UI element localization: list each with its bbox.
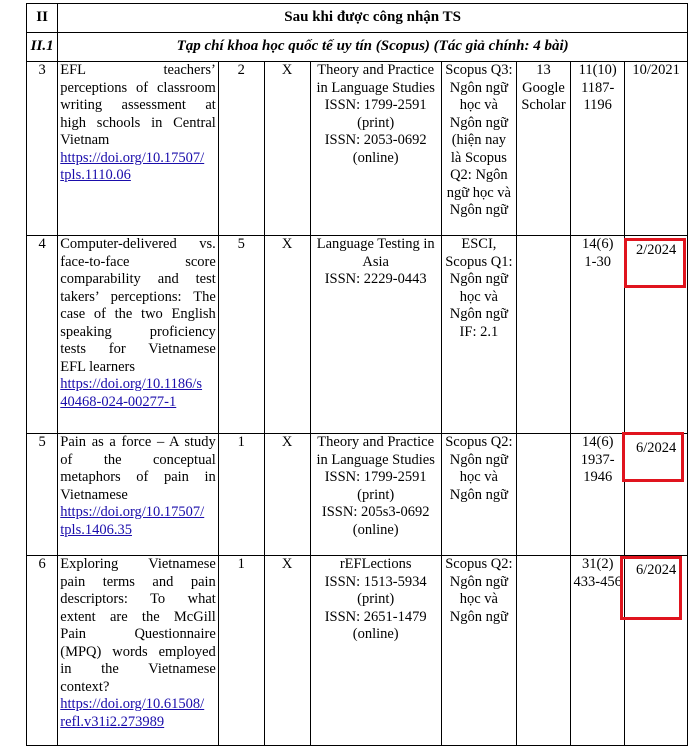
index-line: Ngôn ngữ (449, 486, 508, 503)
index-line: là Scopus (450, 149, 507, 166)
table-row (27, 236, 688, 434)
citations-line: Scholar (521, 97, 566, 113)
article-title-line: (MPQ) words employed (60, 643, 216, 660)
section-title: Sau khi được công nhận TS (58, 4, 688, 33)
doi-link-line[interactable]: refl.v31i2.273989 (60, 713, 165, 730)
index-cell (441, 236, 516, 434)
publication-table (26, 3, 688, 746)
doi-link[interactable] (60, 504, 216, 539)
author-count: 2 (218, 62, 264, 236)
index-line: Scopus Q2: (445, 556, 513, 572)
main-author-mark: X (264, 434, 310, 556)
highlight-box (624, 238, 686, 288)
journal-line: Asia (362, 253, 389, 270)
index-line: Ngôn ngữ (449, 573, 508, 590)
journal-line: (online) (352, 626, 399, 642)
index-line: học và (459, 288, 498, 305)
doi-link-line[interactable]: tpls.1406.35 (60, 521, 132, 538)
article-title-line: writing assessment at (60, 97, 216, 113)
journal-line: (print) (357, 114, 395, 131)
journal-cell (310, 236, 441, 434)
article-title-line: EFL learners (60, 358, 136, 375)
journal-line: Theory and Practice (317, 434, 435, 450)
index-line: (hiện nay (451, 132, 507, 148)
journal-line: in Language Studies (316, 451, 435, 468)
main-author-mark: X (264, 62, 310, 236)
table-row (27, 556, 688, 746)
journal-line: ISSN: 2053-0692 (324, 132, 427, 148)
section-number: II (27, 4, 58, 33)
publication-date: 10/2021 (625, 62, 688, 236)
article-title-line: comparability and test (60, 271, 216, 287)
volume-pages-cell (571, 434, 625, 556)
index-line: ESCI, (461, 236, 497, 252)
volume-pages-cell (571, 556, 625, 746)
article-title-line: Pain as a force – A study (60, 434, 216, 450)
doi-link-line[interactable]: https://doi.org/10.61508/ (60, 696, 205, 712)
index-cell (441, 556, 516, 746)
article-title-line: EFL teachers’ (60, 62, 216, 78)
publication-date: 6/2024 (625, 434, 688, 556)
article-cell (58, 236, 219, 434)
volume-line: 1196 (583, 97, 612, 113)
section-header-row (27, 4, 688, 33)
table-body (27, 62, 688, 746)
index-cell (441, 434, 516, 556)
doi-link-line[interactable]: https://doi.org/10.17507/ (60, 504, 205, 520)
index-line: học và (459, 591, 498, 607)
volume-pages-cell (571, 62, 625, 236)
index-cell (441, 62, 516, 236)
subsection-number: II.1 (27, 33, 58, 62)
article-title-line: of the conceptual (60, 451, 216, 468)
article-cell (58, 556, 219, 746)
journal-line: (print) (357, 486, 395, 503)
volume-line: 1187- (581, 79, 615, 96)
subsection-title: Tạp chí khoa học quốc tế uy tín (Scopus) (Tác giả chính: 4 bài) (58, 33, 688, 62)
journal-line: Theory and Practice (317, 62, 435, 78)
citations-cell (516, 62, 570, 236)
journal-line: (online) (352, 149, 399, 166)
index-line: Scopus Q2: (445, 434, 513, 450)
volume-line: 14(6) (582, 236, 614, 252)
main-author-mark: X (264, 236, 310, 434)
index-line: Scopus Q1: (445, 253, 513, 270)
volume-line: 14(6) (582, 434, 614, 450)
row-number: 3 (27, 62, 58, 236)
article-title-line: Computer-delivered vs. (60, 236, 216, 252)
volume-line: 1946 (583, 469, 613, 485)
volume-pages-cell (571, 236, 625, 434)
highlight-box (622, 432, 684, 482)
main-author-mark: X (264, 556, 310, 746)
author-count: 5 (218, 236, 264, 434)
doi-link-line[interactable]: https://doi.org/10.1186/s (60, 376, 203, 392)
journal-line: in Language Studies (316, 79, 435, 96)
doi-link[interactable] (60, 150, 216, 185)
article-title-line: metaphors of pain in (60, 469, 216, 485)
citations-line: Google (522, 79, 565, 96)
index-line: Ngôn ngữ (449, 451, 508, 468)
article-title-line: case of the two English (60, 306, 216, 322)
journal-cell (310, 62, 441, 236)
citations-cell (516, 556, 570, 746)
index-line: Q2: Ngôn (450, 167, 508, 183)
journal-line: rEFLections (339, 556, 412, 572)
volume-line: 31(2) (582, 556, 614, 572)
index-line: Ngôn ngữ (449, 202, 508, 218)
publication-date: 6/2024 (625, 556, 688, 746)
volume-line: 433-456 (573, 573, 622, 590)
index-line: học và (459, 97, 498, 113)
article-title-line: Vietnamese (60, 486, 128, 503)
index-line: IF: 2.1 (459, 323, 499, 340)
doi-link-line[interactable]: 40468-024-00277-1 (60, 393, 177, 410)
journal-line: ISSN: 1799-2591 (324, 97, 427, 113)
article-title-line: face-to-face score (60, 253, 216, 270)
table-row (27, 434, 688, 556)
subsection-header-row (27, 33, 688, 62)
index-line: ngữ học và (446, 184, 511, 201)
index-line: Ngôn ngữ (449, 271, 508, 287)
index-line: học và (459, 469, 498, 485)
journal-line: Language Testing in (316, 236, 435, 252)
journal-cell (310, 556, 441, 746)
author-count: 1 (218, 434, 264, 556)
journal-line: ISSN: 1513-5934 (324, 573, 427, 590)
row-number: 4 (27, 236, 58, 434)
citations-cell (516, 434, 570, 556)
article-title-line: Vietnam (60, 132, 110, 148)
article-title-line: tests for Vietnamese (60, 341, 216, 357)
article-title-line: extent are the McGill (60, 608, 216, 625)
row-number: 5 (27, 434, 58, 556)
journal-line: ISSN: 2651-1479 (324, 608, 427, 625)
article-title-line: speaking proficiency (60, 323, 216, 340)
article-title-line: high schools in Central (60, 114, 216, 131)
article-title-line: perceptions of classroom (60, 79, 216, 96)
article-title-line: Pain Questionnaire (60, 626, 216, 642)
highlight-box (620, 556, 682, 620)
journal-cell (310, 434, 441, 556)
article-cell (58, 434, 219, 556)
citations-cell (516, 236, 570, 434)
journal-line: (print) (357, 591, 395, 607)
article-title-line: in the Vietnamese (60, 661, 216, 677)
index-line: Ngôn ngữ (449, 306, 508, 322)
index-line: Ngôn ngữ (449, 608, 508, 625)
volume-line: 11(10) (578, 62, 617, 78)
journal-line: (online) (352, 521, 399, 538)
doi-link[interactable] (60, 376, 216, 411)
index-line: Ngôn ngữ (449, 114, 508, 131)
article-cell (58, 62, 219, 236)
index-line: Ngôn ngữ (449, 79, 508, 96)
index-line: Scopus Q3: (445, 62, 513, 78)
publication-date: 2/2024 (625, 236, 688, 434)
doi-link-line[interactable]: https://doi.org/10.17507/ (60, 149, 205, 166)
article-title-line: Exploring Vietnamese (60, 556, 216, 572)
volume-line: 1937- (580, 451, 615, 468)
article-title-line: context? (60, 678, 110, 695)
row-number: 6 (27, 556, 58, 746)
article-title-line: descriptors: To what (60, 591, 216, 607)
citations-line: 13 (536, 62, 551, 78)
doi-link[interactable] (60, 696, 216, 731)
table-row (27, 62, 688, 236)
journal-line: ISSN: 2229-0443 (324, 271, 427, 287)
doi-link-line[interactable]: tpls.1110.06 (60, 167, 131, 183)
article-title-line: pain terms and pain (60, 573, 216, 590)
journal-line: ISSN: 1799-2591 (324, 469, 427, 485)
author-count: 1 (218, 556, 264, 746)
article-title-line: takers’ perceptions: The (60, 288, 216, 305)
volume-line: 1-30 (584, 253, 611, 270)
journal-line: ISSN: 205s3-0692 (321, 504, 430, 520)
